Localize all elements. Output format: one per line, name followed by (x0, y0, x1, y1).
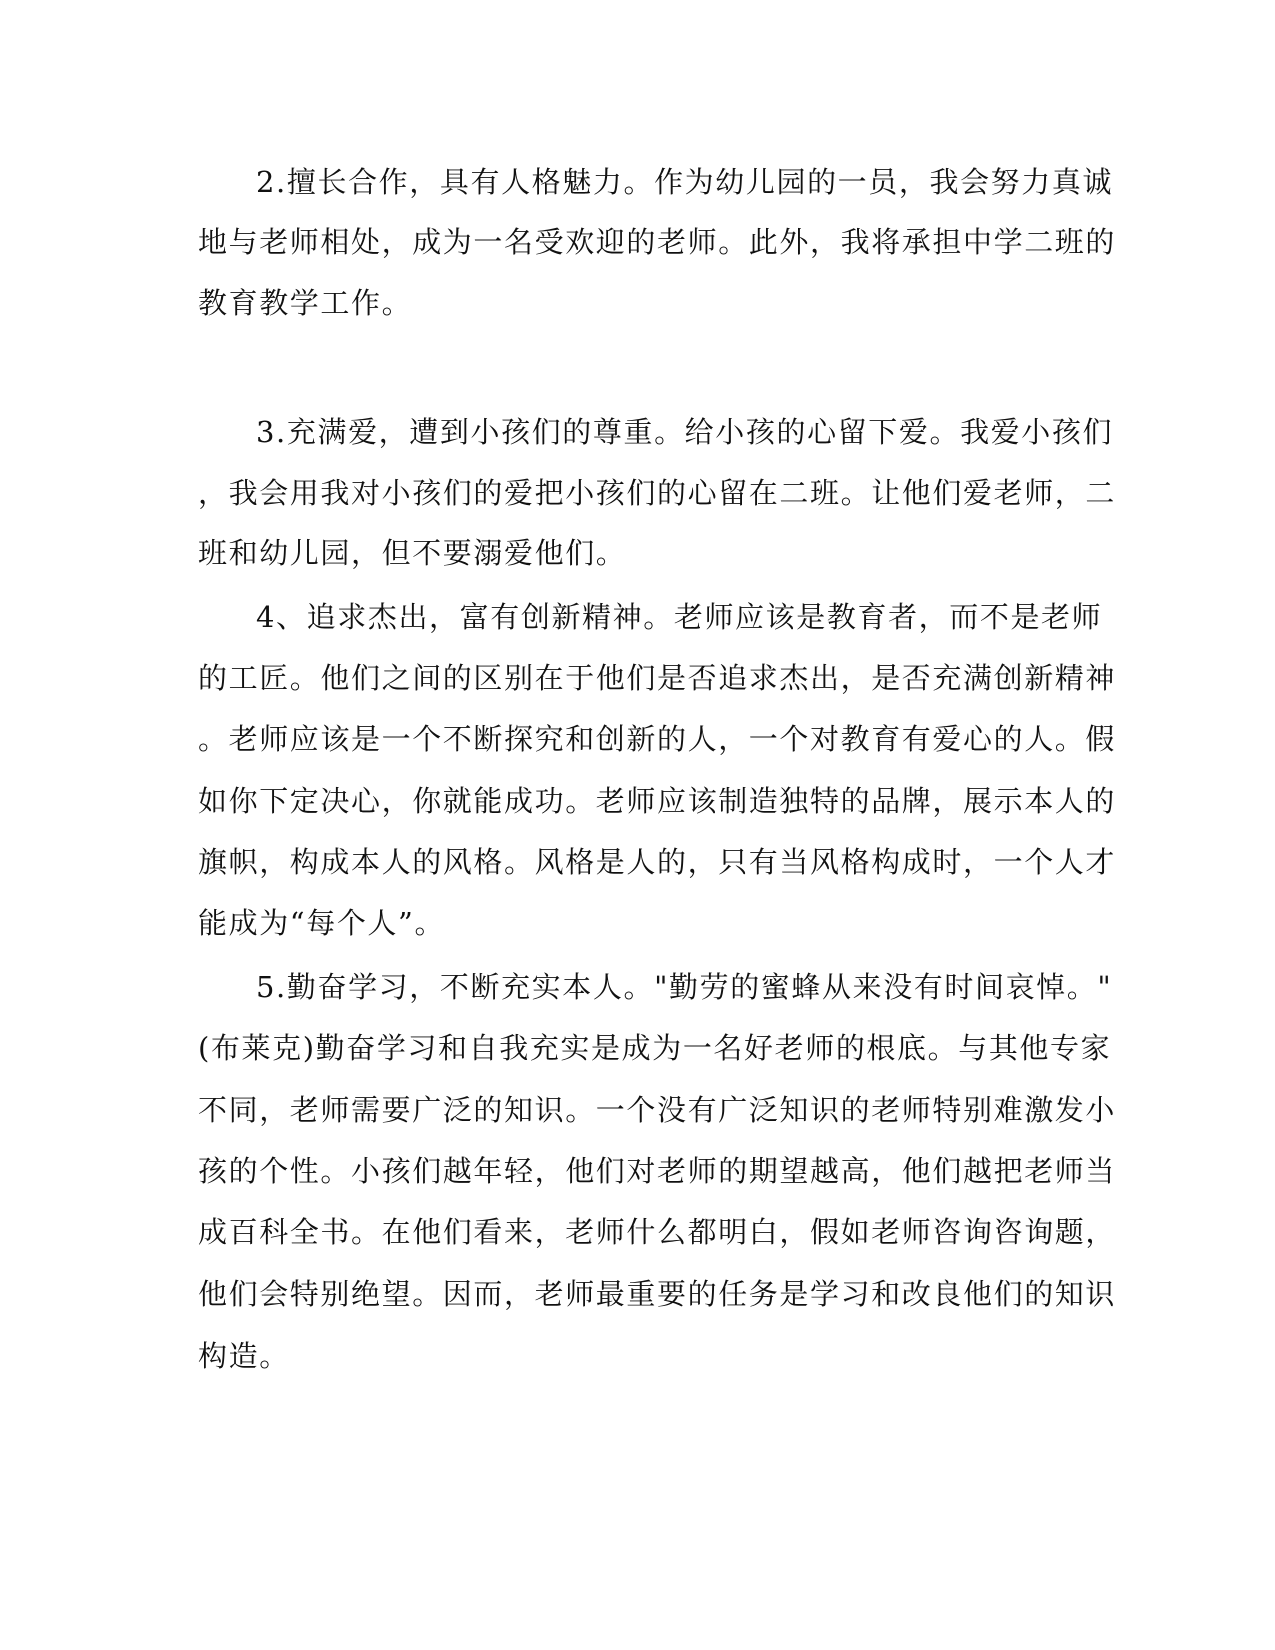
paragraph-line: 成百科全书。在他们看来，老师什么都明白，假如老师咨询咨询题， (198, 1215, 1117, 1249)
paragraph-line: 旗帜，构成本人的风格。风格是人的，只有当风格构成时，一个人才 (198, 845, 1117, 879)
paragraph-line: 的工匠。他们之间的区别在于他们是否追求杰出，是否充满创新精神 (198, 661, 1117, 695)
paragraph-line: 孩的个性。小孩们越年轻，他们对老师的期望越高，他们越把老师当 (198, 1154, 1117, 1188)
paragraph-line: ，我会用我对小孩们的爱把小孩们的心留在二班。让他们爱老师，二 (198, 476, 1117, 510)
paragraph-line: 2.擅长合作，具有人格魅力。作为幼儿园的一员，我会努力真诚 (256, 165, 1114, 199)
paragraph-line: 教育教学工作。 (198, 286, 413, 320)
paragraph-line: 4、追求杰出，富有创新精神。老师应该是教育者，而不是老师 (256, 600, 1103, 634)
paragraph-line: 。老师应该是一个不断探究和创新的人，一个对教育有爱心的人。假 (198, 722, 1117, 756)
paragraph-line: 能成为“每个人”。 (198, 906, 446, 940)
paragraph-line: 构造。 (198, 1339, 290, 1373)
paragraph-line: 5.勤奋学习，不断充实本人。"勤劳的蜜蜂从来没有时间哀悼。" (256, 970, 1113, 1004)
paragraph-line: 他们会特别绝望。因而，老师最重要的任务是学习和改良他们的知识 (198, 1277, 1117, 1311)
paragraph-line: (布莱克)勤奋学习和自我充实是成为一名好老师的根底。与其他专家 (198, 1031, 1112, 1065)
paragraph-line: 不同，老师需要广泛的知识。一个没有广泛知识的老师特别难激发小 (198, 1093, 1117, 1127)
paragraph-line: 地与老师相处，成为一名受欢迎的老师。此外，我将承担中学二班的 (198, 225, 1117, 259)
paragraph-line: 如你下定决心，你就能成功。老师应该制造独特的品牌，展示本人的 (198, 784, 1117, 818)
paragraph-line: 3.充满爱，遭到小孩们的尊重。给小孩的心留下爱。我爱小孩们 (256, 415, 1114, 449)
paragraph-line: 班和幼儿园，但不要溺爱他们。 (198, 536, 627, 570)
